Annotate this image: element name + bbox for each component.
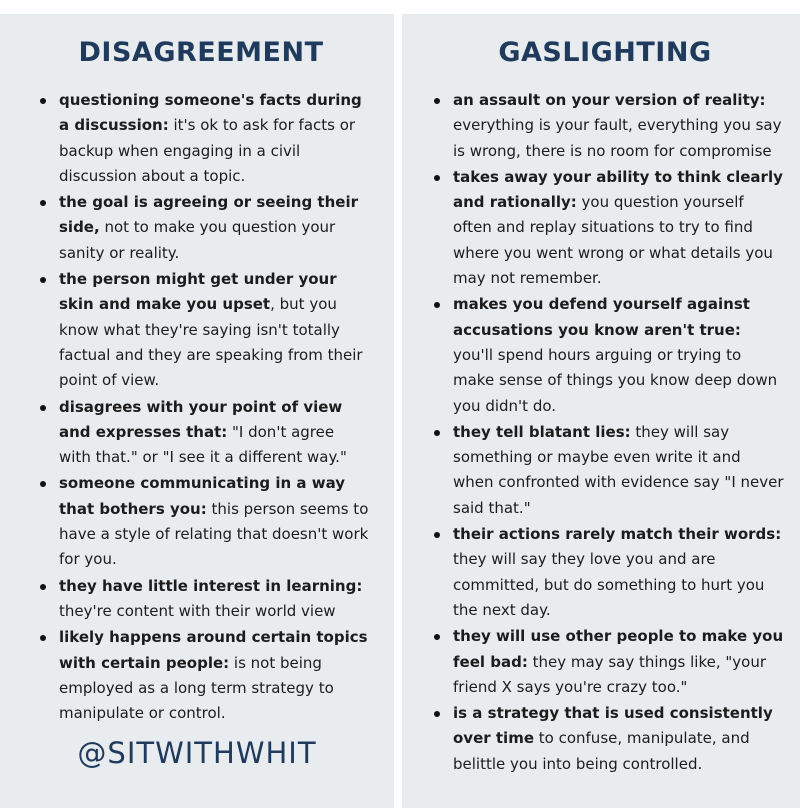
list-item <box>32 395 370 471</box>
list-item <box>426 420 784 521</box>
gaslighting-title: GASLIGHTING <box>498 37 712 68</box>
item-text: they will say they love you and are committed, but do something to hurt you the next day. <box>453 550 765 619</box>
item-text: it's ok to ask for facts or backup when engaging in a civil discussion about a topic. <box>59 116 356 185</box>
item-heading: they have little interest in learning: <box>59 576 363 595</box>
disagreement-panel <box>0 14 394 808</box>
item-text: you question yourself often and replay situations to try to find where you went wrong or what details you may not remember. <box>453 193 773 288</box>
list-item <box>32 625 370 726</box>
item-text: not to make you question your sanity or reality. <box>59 218 336 262</box>
disagreement-list <box>32 88 370 726</box>
item-heading: takes away your ability to think clearly and rationally: <box>453 167 783 212</box>
item-text: is not being employed as a long term strategy to manipulate or control. <box>59 653 334 723</box>
item-heading: likely happens around certain topics with certain people: <box>59 628 368 672</box>
item-heading: they tell blatant lies: <box>453 422 631 441</box>
item-heading: an assault on your version of reality: <box>453 91 766 109</box>
list-item <box>426 292 784 418</box>
item-heading: makes you defend yourself against accusations you know aren't true: <box>453 295 750 339</box>
list-item <box>32 190 370 266</box>
item-heading: the goal is agreeing or seeing their side, <box>59 193 358 237</box>
list-item <box>426 624 784 700</box>
item-heading: the person might get under your skin and make you upset <box>59 270 337 314</box>
item-text: "I don't agree with that." or "I see it a different way." <box>59 422 347 467</box>
author-handle: @SITWITHWHIT <box>77 736 317 770</box>
item-text: , but you know what they're saying isn't totally factual and they are speaking from their point of view. <box>59 295 363 390</box>
list-item <box>32 574 370 625</box>
list-item <box>32 471 370 572</box>
item-text: this person seems to have a style of relating that doesn't work for you. <box>59 499 369 569</box>
list-item <box>426 165 784 291</box>
item-heading: questioning someone's facts during a discussion: <box>59 91 362 135</box>
item-text: you'll spend hours arguing or trying to make sense of things you know deep down you didn't do. <box>453 345 778 415</box>
list-item <box>32 267 370 393</box>
gaslighting-list <box>426 88 784 777</box>
item-text: they will say something or maybe even write it and when confronted with evidence say "I never said that." <box>453 422 784 517</box>
item-heading: their actions rarely match their words: <box>453 525 782 544</box>
item-text: to confuse, manipulate, and belittle you into being controlled. <box>453 729 750 773</box>
disagreement-title: DISAGREEMENT <box>78 37 324 68</box>
list-item <box>32 88 370 189</box>
item-text: everything is your fault, everything you say is wrong, there is no room for compromise <box>453 116 782 160</box>
list-item <box>426 522 784 623</box>
item-heading: they will use other people to make you feel bad: <box>453 627 784 671</box>
item-heading: someone communicating in a way that bothers you: <box>59 474 346 518</box>
item-heading: disagrees with your point of view and expresses that: <box>59 397 343 441</box>
gaslighting-panel <box>402 14 800 808</box>
item-text: they may say things like, "your friend X says you're crazy too." <box>453 652 767 696</box>
list-item <box>426 88 784 164</box>
item-heading: is a strategy that is used consistently over time <box>453 704 773 748</box>
item-text: they're content with their world view <box>59 601 336 620</box>
list-item <box>426 701 784 777</box>
